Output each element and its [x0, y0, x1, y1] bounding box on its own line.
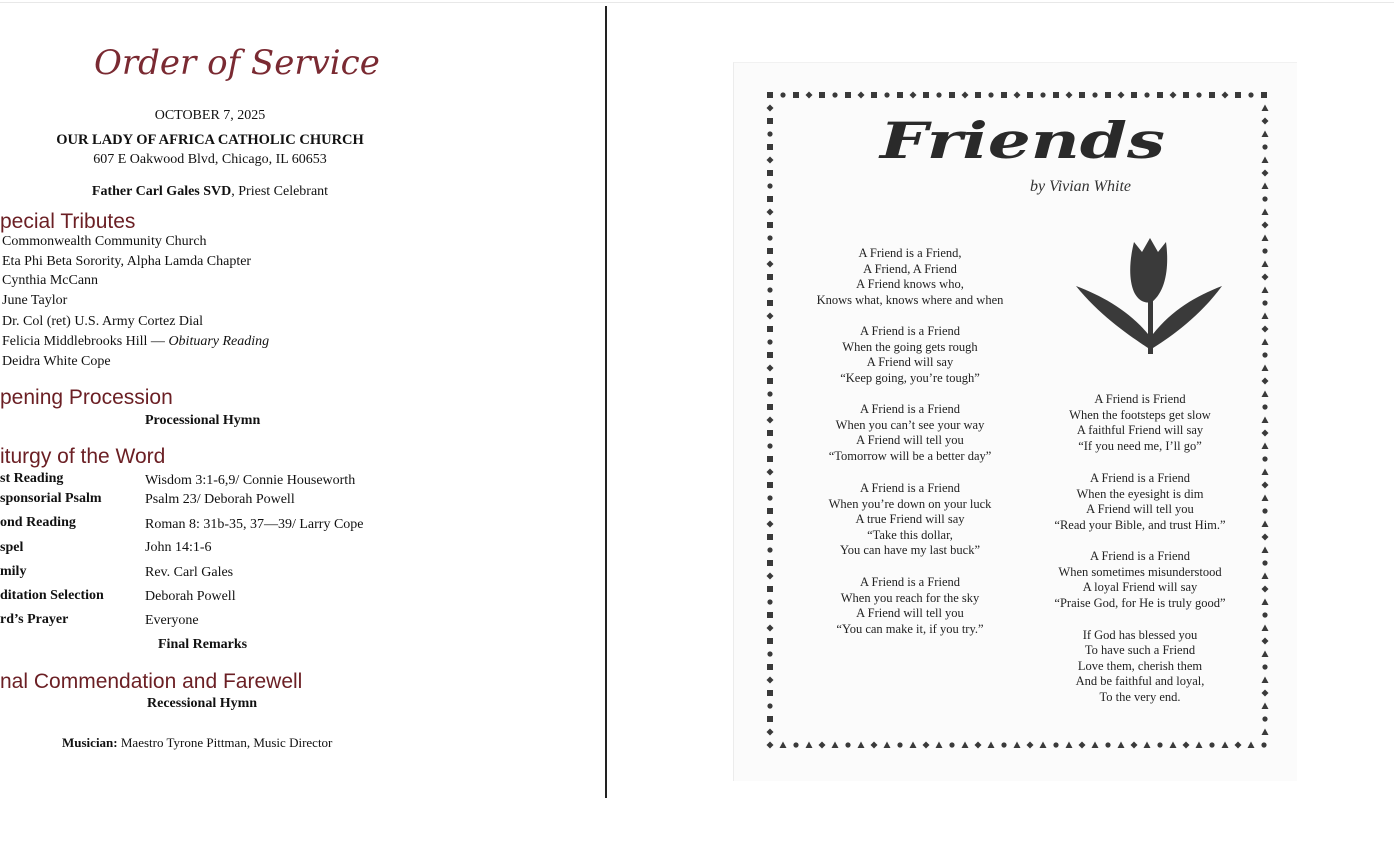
border-ornament	[1144, 742, 1151, 749]
poem-title-art	[877, 102, 1180, 172]
border-ornament	[1222, 742, 1229, 749]
poem-line: A Friend will say	[866, 355, 954, 369]
border-ornament	[1262, 131, 1269, 138]
border-ornament	[767, 690, 773, 696]
liturgy-label: st Reading	[0, 471, 64, 486]
musician-value: Maestro Tyrone Pittman, Music Director	[117, 735, 333, 750]
border-ornament	[1222, 92, 1229, 99]
border-ornament	[1131, 92, 1137, 98]
border-ornament	[806, 742, 813, 749]
border-ornament	[1262, 716, 1267, 721]
poem-title-text: Friends	[877, 111, 1165, 170]
border-ornament	[767, 430, 773, 436]
border-ornament	[1092, 742, 1099, 749]
border-ornament	[1066, 92, 1073, 99]
tribute-item: Dr. Col (ret) U.S. Army Cortez Dial	[2, 314, 204, 329]
border-ornament	[949, 92, 955, 98]
church-address	[40, 152, 380, 168]
border-ornament	[767, 573, 774, 580]
border-ornament	[767, 534, 773, 540]
border-ornament	[1261, 742, 1266, 747]
border-ornament	[1001, 92, 1007, 98]
poem-line: And be faithful and loyal,	[1075, 674, 1205, 688]
border-ornament	[767, 742, 774, 749]
poem-line: When you can’t see your way	[835, 418, 985, 432]
border-ornament	[1053, 92, 1059, 98]
page-top-edge	[0, 2, 1394, 3]
border-ornament	[1183, 742, 1190, 749]
border-ornament	[988, 92, 993, 97]
liturgy-value: Wisdom 3:1-6,9/ Connie Houseworth	[145, 473, 356, 488]
border-ornament	[767, 118, 773, 124]
border-ornament	[1183, 92, 1189, 98]
poem-title	[877, 102, 1180, 172]
border-ornament	[767, 625, 774, 632]
border-ornament	[1105, 742, 1110, 747]
border-ornament	[1262, 170, 1269, 177]
border-ornament	[858, 92, 865, 99]
poem-byline: by Vivian White	[1030, 178, 1131, 195]
liturgy-label: ditation Selection	[0, 588, 104, 603]
border-ornament	[1157, 742, 1162, 747]
border-ornament	[767, 560, 773, 566]
border-ornament	[1262, 118, 1269, 125]
border-ornament	[1170, 92, 1177, 99]
poem-line: To the very end.	[1099, 690, 1181, 704]
church-name: OUR LADY OF AFRICA CATHOLIC CHURCH	[56, 132, 364, 148]
border-ornament	[897, 742, 902, 747]
border-ornament	[767, 248, 773, 254]
border-ornament	[1262, 612, 1267, 617]
border-ornament	[1262, 222, 1269, 229]
border-ornament	[1092, 92, 1097, 97]
poem-line: To have such a Friend	[1084, 643, 1196, 657]
border-ornament	[767, 352, 773, 358]
border-ornament	[975, 92, 981, 98]
border-ornament	[858, 742, 865, 749]
border-ornament	[1262, 534, 1269, 541]
border-ornament	[910, 92, 917, 99]
poem-line: When sometimes misunderstood	[1058, 565, 1222, 579]
border-ornament	[1040, 742, 1047, 749]
border-ornament	[1262, 196, 1267, 201]
poem-line: A Friend will tell you	[856, 433, 964, 447]
border-ornament	[1262, 287, 1269, 294]
border-ornament	[1157, 92, 1163, 98]
border-ornament	[1248, 92, 1253, 97]
liturgy-value: Rev. Carl Gales	[145, 565, 234, 580]
border-ornament	[767, 456, 773, 462]
border-ornament	[1262, 300, 1267, 305]
border-ornament	[793, 92, 799, 98]
border-ornament	[1053, 742, 1058, 747]
tribute-item: Commonwealth Community Church	[2, 234, 207, 249]
border-ornament	[1262, 144, 1267, 149]
border-ornament	[767, 92, 773, 98]
musician-line	[62, 735, 332, 751]
script-title-art	[90, 34, 380, 98]
border-ornament	[1262, 729, 1269, 736]
border-ornament	[1118, 92, 1125, 99]
border-ornament	[884, 742, 891, 749]
border-ornament	[767, 417, 774, 424]
border-ornament	[767, 521, 774, 528]
poem-line: “If you need me, I’ll go”	[1078, 439, 1202, 453]
final-remarks: Final Remarks	[158, 637, 248, 652]
border-ornament	[1262, 313, 1269, 320]
border-ornament	[871, 742, 878, 749]
border-ornament	[1170, 742, 1177, 749]
border-ornament	[962, 742, 969, 749]
border-ornament	[767, 365, 774, 372]
tulip-icon	[1072, 230, 1227, 358]
border-ornament	[780, 92, 785, 97]
border-ornament	[793, 742, 798, 747]
border-ornament	[1262, 248, 1267, 253]
border-ornament	[767, 547, 772, 552]
border-ornament	[767, 235, 772, 240]
border-ornament	[1105, 92, 1111, 98]
poem-line: A Friend is a Friend	[860, 402, 960, 416]
poem-line: A Friend is a Friend	[1090, 549, 1190, 563]
page-fold-line	[605, 6, 607, 798]
border-ornament	[936, 92, 941, 97]
poem-line: A Friend is a Friend	[860, 481, 960, 495]
poem-line: A loyal Friend will say	[1082, 580, 1198, 594]
tribute-item: Eta Phi Beta Sorority, Alpha Lamda Chapter	[2, 254, 252, 269]
border-ornament	[949, 742, 954, 747]
border-ornament	[1196, 92, 1201, 97]
border-ornament	[767, 664, 773, 670]
border-ornament	[1235, 92, 1241, 98]
border-ornament	[767, 300, 773, 306]
script-title-text: Order of Service	[94, 43, 380, 83]
musician-label: Musician:	[62, 735, 118, 750]
celebrant-line	[40, 184, 380, 200]
tribute-item: June Taylor	[2, 293, 68, 308]
border-ornament	[767, 391, 772, 396]
poem-line: “Keep going, you’re tough”	[840, 371, 980, 385]
border-ornament	[1262, 339, 1269, 346]
poem-line: When you’re down on your luck	[828, 497, 992, 511]
border-ornament	[767, 612, 773, 618]
liturgy-value: Deborah Powell	[145, 589, 236, 604]
liturgy-label: sponsorial Psalm	[0, 491, 102, 506]
tribute-item	[2, 334, 269, 350]
border-ornament	[1262, 183, 1269, 190]
poem-line: A Friend is a Friend	[1090, 471, 1190, 485]
border-ornament	[819, 92, 825, 98]
border-ornament	[832, 742, 839, 749]
border-ornament	[1262, 235, 1269, 242]
border-ornament	[845, 742, 850, 747]
border-ornament	[767, 651, 772, 656]
border-ornament	[1144, 92, 1149, 97]
border-ornament	[1262, 209, 1269, 216]
border-ornament	[767, 287, 772, 292]
border-ornament	[871, 92, 877, 98]
border-ornament	[1261, 92, 1267, 98]
border-ornament	[923, 742, 930, 749]
border-ornament	[1196, 742, 1203, 749]
script-title	[90, 34, 380, 98]
border-ornament	[1209, 92, 1215, 98]
poem-line: A true Friend will say	[855, 512, 965, 526]
poem-line: When you reach for the sky	[840, 591, 980, 605]
border-ornament	[1262, 352, 1267, 357]
border-ornament	[780, 742, 787, 749]
border-ornament	[767, 339, 772, 344]
tribute-item: Cynthia McCann	[2, 273, 99, 288]
border-ornament	[767, 144, 773, 150]
border-ornament	[936, 742, 943, 749]
border-ornament	[1131, 742, 1138, 749]
poem-line: When the footsteps get slow	[1069, 408, 1211, 422]
commendation-heading: nal Commendation and Farewell	[0, 670, 303, 693]
border-ornament	[1248, 742, 1255, 749]
poem-line: “Praise God, for He is truly good”	[1054, 596, 1226, 610]
border-ornament	[845, 92, 851, 98]
border-ornament	[767, 586, 773, 592]
border-ornament	[1118, 742, 1125, 749]
procession-heading: pening Procession	[0, 386, 173, 409]
poem-line: A Friend is a Friend	[860, 324, 960, 338]
border-ornament	[897, 92, 903, 98]
border-ornament	[767, 716, 773, 722]
border-ornament	[767, 508, 773, 514]
border-ornament	[767, 378, 773, 384]
liturgy-label: spel	[0, 540, 24, 555]
poem-line: A faithful Friend will say	[1076, 423, 1204, 437]
border-ornament	[767, 703, 772, 708]
recessional-hymn: Recessional Hymn	[147, 696, 258, 711]
border-ornament	[910, 742, 917, 749]
border-ornament	[806, 92, 813, 99]
border-ornament	[767, 209, 774, 216]
border-ornament	[962, 92, 969, 99]
border-ornament	[1027, 742, 1034, 749]
border-ornament	[832, 92, 837, 97]
border-ornament	[975, 742, 982, 749]
liturgy-label: ond Reading	[0, 515, 76, 530]
border-ornament	[767, 105, 774, 112]
border-ornament	[819, 742, 826, 749]
border-ornament	[767, 222, 773, 228]
border-ornament	[767, 313, 774, 320]
border-ornament	[1262, 105, 1269, 112]
border-ornament	[1066, 742, 1073, 749]
border-ornament	[1014, 92, 1021, 99]
border-ornament	[923, 92, 929, 98]
liturgy-label: rd’s Prayer	[0, 612, 69, 627]
tribute-item: Deidra White Cope	[2, 354, 111, 369]
border-ornament	[1262, 326, 1269, 333]
border-ornament	[1079, 742, 1086, 749]
border-ornament	[767, 261, 774, 268]
liturgy-value: Psalm 23/ Deborah Powell	[145, 492, 295, 507]
liturgy-value: John 14:1-6	[145, 540, 212, 555]
poem-line: Love them, cherish them	[1077, 659, 1203, 673]
border-ornament	[1209, 742, 1214, 747]
border-ornament	[1027, 92, 1033, 98]
border-ornament	[1262, 378, 1269, 385]
border-ornament	[767, 157, 774, 164]
border-ornament	[767, 599, 772, 604]
border-ornament	[767, 469, 774, 476]
border-ornament	[767, 443, 772, 448]
poem-line: A Friend is a Friend	[860, 575, 960, 589]
liturgy-value: Everyone	[145, 613, 199, 628]
tribute-item-text: Felicia Middlebrooks Hill —	[2, 334, 169, 349]
poem-line: “Take this dollar,	[867, 528, 953, 542]
processional-hymn: Processional Hymn	[145, 413, 261, 428]
liturgy-heading: iturgy of the Word	[0, 445, 166, 468]
border-ornament	[767, 729, 774, 736]
border-ornament	[1014, 742, 1021, 749]
poem-line: A Friend, A Friend	[863, 262, 957, 276]
border-ornament	[1262, 456, 1267, 461]
border-ornament	[1040, 92, 1045, 97]
poem-line: A Friend will tell you	[856, 606, 964, 620]
border-ornament	[767, 131, 772, 136]
service-date: OCTOBER 7, 2025	[154, 108, 266, 123]
border-ornament	[767, 404, 773, 410]
border-ornament	[767, 326, 773, 332]
border-ornament	[767, 638, 773, 644]
poem-line: You can have my last buck”	[839, 543, 981, 557]
poem-line: “Read your Bible, and trust Him.”	[1054, 518, 1226, 532]
border-ornament	[1079, 92, 1085, 98]
border-ornament	[1262, 274, 1269, 281]
tributes-heading: pecial Tributes	[0, 210, 136, 233]
liturgy-value: Roman 8: 31b-35, 37—39/ Larry Cope	[145, 517, 364, 532]
poem-line: A Friend is a Friend,	[858, 246, 962, 260]
poem-line: “Tomorrow will be a better day”	[828, 449, 992, 463]
tribute-note: Obituary Reading	[168, 334, 270, 349]
poem-line: Knows what, knows where and when	[816, 293, 1004, 307]
church-address-text: 607 E Oakwood Blvd, Chicago, IL 60653	[93, 152, 327, 167]
border-ornament	[1001, 742, 1006, 747]
poem-line: A Friend will tell you	[1086, 502, 1194, 516]
border-ornament	[988, 742, 995, 749]
border-ornament	[767, 196, 773, 202]
poem-line: If God has blessed you	[1082, 628, 1198, 642]
poem-line: When the going gets rough	[842, 340, 978, 354]
border-ornament	[1235, 742, 1242, 749]
poem-line: When the eyesight is dim	[1076, 487, 1204, 501]
poem-line: A Friend is Friend	[1094, 392, 1186, 406]
border-ornament	[767, 183, 772, 188]
border-ornament	[767, 170, 773, 176]
border-ornament	[1262, 261, 1269, 268]
poem-line: “You can make it, if you try.”	[836, 622, 984, 636]
border-ornament	[884, 92, 889, 97]
celebrant-name: Father Carl Gales SVD	[91, 184, 232, 199]
poem-line: A Friend knows who,	[856, 277, 964, 291]
border-ornament	[767, 482, 773, 488]
border-ornament	[767, 677, 774, 684]
border-ornament	[1262, 365, 1269, 372]
celebrant-role: , Priest Celebrant	[231, 184, 329, 199]
border-ornament	[767, 495, 772, 500]
liturgy-label: mily	[0, 564, 27, 579]
border-ornament	[767, 274, 773, 280]
border-ornament	[1262, 157, 1269, 164]
